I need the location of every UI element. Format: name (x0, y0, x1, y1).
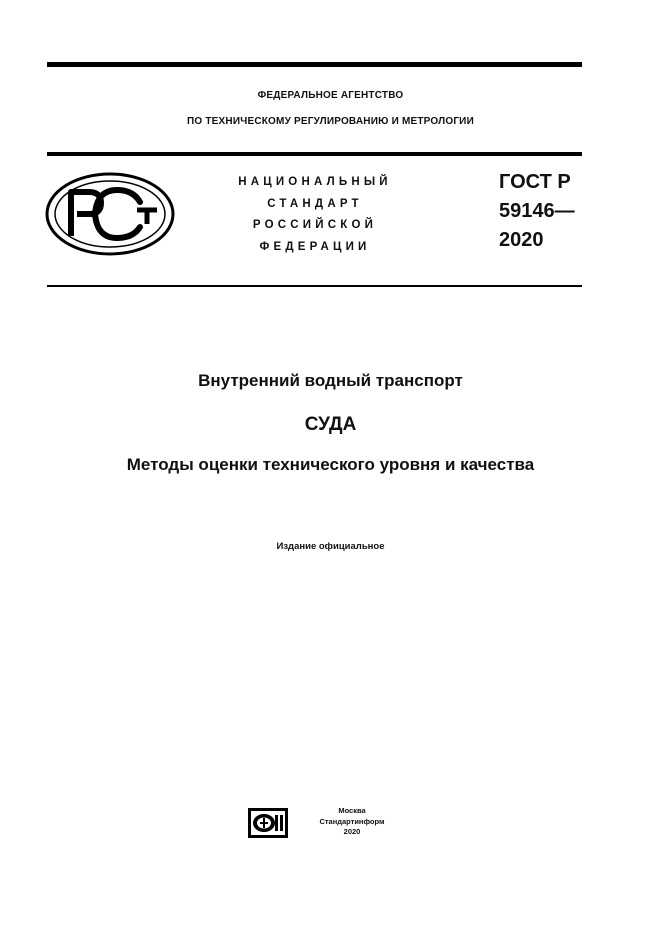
document-subject: Внутренний водный транспорт (198, 371, 463, 390)
agency-name-line1: ФЕДЕРАЛЬНОЕ АГЕНТСТВО (257, 90, 404, 101)
gost-r-logo (45, 172, 175, 256)
standartinform-logo (248, 808, 288, 838)
designation-line-2: 59146— (499, 200, 575, 222)
middle-rule (47, 152, 582, 156)
standard-type-line-1: НАЦИОНАЛЬНЫЙ (238, 176, 392, 188)
bottom-rule (47, 285, 582, 287)
designation-line-3: 2020 (499, 229, 544, 251)
standard-type-line-2: СТАНДАРТ (267, 197, 363, 210)
designation-line-1: ГОСТ Р (499, 171, 571, 193)
standard-type-line-4: ФЕДЕРАЦИИ (259, 240, 371, 253)
agency-name-line2: ПО ТЕХНИЧЕСКОМУ РЕГУЛИРОВАНИЮ И МЕТРОЛОГИИ (187, 116, 474, 127)
publisher-info (312, 806, 392, 838)
publisher-city: Москва (338, 806, 366, 815)
top-rule (47, 62, 582, 67)
publisher-name: Стандартинформ (319, 816, 385, 826)
edition-label: Издание официальное (276, 541, 385, 552)
document-subtitle: Методы оценки технического уровня и качества (126, 455, 535, 474)
publication-year: 2020 (343, 827, 361, 836)
standard-type-line-3: РОССИЙСКОЙ (252, 219, 378, 231)
national-standard-label (222, 172, 408, 258)
standard-designation (499, 168, 575, 255)
document-title: СУДА (304, 414, 357, 435)
